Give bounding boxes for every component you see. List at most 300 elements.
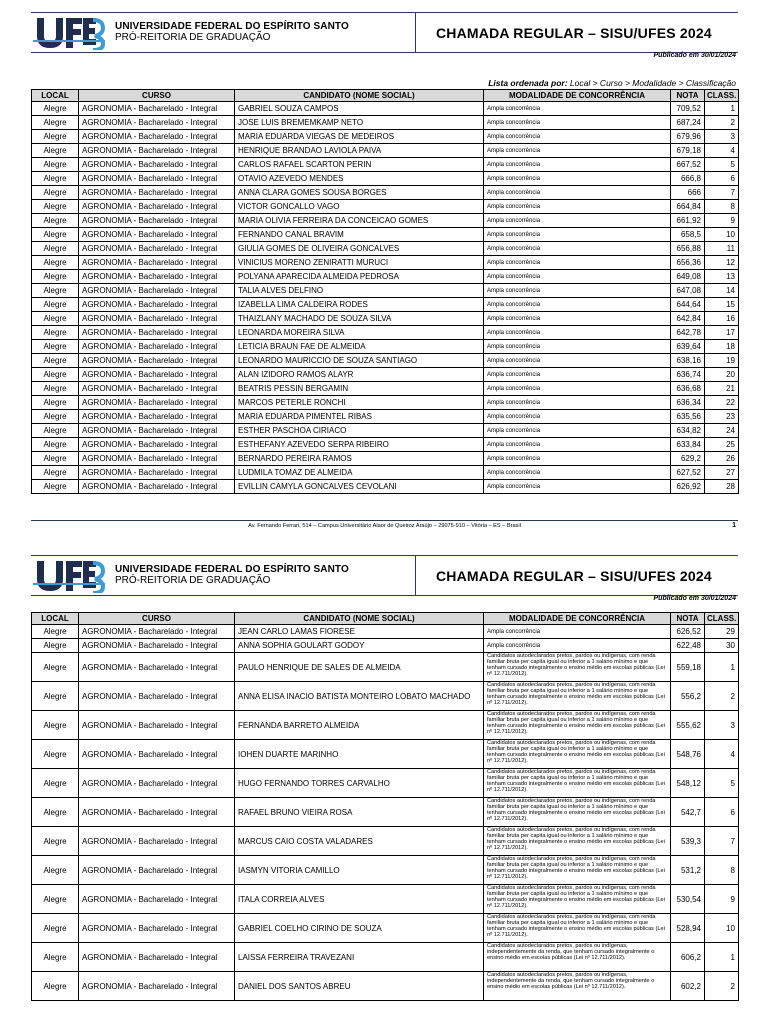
table-row: [32, 340, 739, 354]
cell-local: Alegre: [32, 480, 79, 494]
cell-candidato: VINICIUS MORENO ZENIRATTI MURUCI: [235, 256, 484, 270]
cell-classe: 24: [705, 424, 739, 438]
table-row: [32, 769, 739, 798]
cell-curso: AGRONOMIA - Bacharelado - Integral: [79, 186, 235, 200]
cell-curso: AGRONOMIA - Bacharelado - Integral: [79, 340, 235, 354]
cell-local: Alegre: [32, 438, 79, 452]
cell-candidato: MARCOS PETERLE RONCHI: [235, 396, 484, 410]
cell-classe: 5: [705, 158, 739, 172]
cell-nota: 679,96: [671, 130, 705, 144]
page-header-2: [31, 555, 738, 595]
col-modalidade: MODALIDADE DE CONCORRÊNCIA: [484, 613, 671, 625]
cell-local: Alegre: [32, 885, 79, 914]
cell-nota: 555,62: [671, 711, 705, 740]
cell-local: Alegre: [32, 856, 79, 885]
cell-modalidade: Candidatos autodeclarados pretos, pardos ou indígenas, com renda familiar bruta per capita igual ou inferior a 1 salário mínimo e que tenham cursado integralmente o ensino médio em escolas públicas (Lei nº 12.711/2012).: [484, 798, 671, 827]
cell-curso: AGRONOMIA - Bacharelado - Integral: [79, 480, 235, 494]
ufes-logo: [33, 14, 105, 50]
cell-curso: AGRONOMIA - Bacharelado - Integral: [79, 769, 235, 798]
table-row: [32, 396, 739, 410]
cell-modalidade: Ampla concorrência: [484, 284, 671, 298]
cell-modalidade: Ampla concorrência: [484, 270, 671, 284]
cell-local: Alegre: [32, 424, 79, 438]
cell-classe: 16: [705, 312, 739, 326]
cell-candidato: MARCUS CAIO COSTA VALADARES: [235, 827, 484, 856]
cell-classe: 10: [705, 914, 739, 943]
cell-curso: AGRONOMIA - Bacharelado - Integral: [79, 943, 235, 972]
cell-classe: 5: [705, 769, 739, 798]
table-row: [32, 270, 739, 284]
cell-curso: AGRONOMIA - Bacharelado - Integral: [79, 158, 235, 172]
cell-classe: 19: [705, 354, 739, 368]
cell-local: Alegre: [32, 354, 79, 368]
cell-candidato: ANNA ELISA INACIO BATISTA MONTEIRO LOBATO MACHADO: [235, 682, 484, 711]
cell-classe: 17: [705, 326, 739, 340]
cell-candidato: BEATRIS PESSIN BERGAMIN: [235, 382, 484, 396]
table-row: [32, 382, 739, 396]
col-candidato: CANDIDATO (NOME SOCIAL): [235, 90, 484, 102]
table-header-row: [32, 90, 739, 102]
cell-curso: AGRONOMIA - Bacharelado - Integral: [79, 242, 235, 256]
cell-nota: 644,64: [671, 298, 705, 312]
cell-curso: AGRONOMIA - Bacharelado - Integral: [79, 228, 235, 242]
table-row: [32, 438, 739, 452]
cell-classe: 2: [705, 972, 739, 1001]
col-candidato: CANDIDATO (NOME SOCIAL): [235, 613, 484, 625]
cell-classe: 6: [705, 172, 739, 186]
cell-curso: AGRONOMIA - Bacharelado - Integral: [79, 144, 235, 158]
document-title: CHAMADA REGULAR – SISU/UFES 2024: [436, 568, 712, 584]
cell-modalidade: Ampla concorrência: [484, 639, 671, 653]
cell-local: Alegre: [32, 653, 79, 682]
cell-modalidade: Ampla concorrência: [484, 214, 671, 228]
sort-value: Local > Curso > Modalidade > Classificação: [569, 78, 736, 88]
cell-local: Alegre: [32, 102, 79, 116]
cell-modalidade: Ampla concorrência: [484, 480, 671, 494]
table-row: [32, 625, 739, 639]
cell-nota: 556,2: [671, 682, 705, 711]
cell-nota: 666: [671, 186, 705, 200]
table-row: [32, 214, 739, 228]
cell-local: Alegre: [32, 368, 79, 382]
cell-nota: 606,2: [671, 943, 705, 972]
cell-nota: 649,08: [671, 270, 705, 284]
cell-curso: AGRONOMIA - Bacharelado - Integral: [79, 682, 235, 711]
cell-modalidade: Candidatos autodeclarados pretos, pardos ou indígenas, com renda familiar bruta per capita igual ou inferior a 1 salário mínimo e que tenham cursado integralmente o ensino médio em escolas públicas (Lei nº 12.711/2012).: [484, 914, 671, 943]
cell-modalidade: Ampla concorrência: [484, 382, 671, 396]
cell-classe: 27: [705, 466, 739, 480]
table-row: [32, 856, 739, 885]
table-row: [32, 639, 739, 653]
cell-local: Alegre: [32, 256, 79, 270]
cell-nota: 530,54: [671, 885, 705, 914]
table-row: [32, 200, 739, 214]
cell-local: Alegre: [32, 242, 79, 256]
cell-classe: 1: [705, 102, 739, 116]
cell-curso: AGRONOMIA - Bacharelado - Integral: [79, 856, 235, 885]
table-row: [32, 298, 739, 312]
cell-modalidade: Ampla concorrência: [484, 228, 671, 242]
table-row: [32, 914, 739, 943]
cell-local: Alegre: [32, 625, 79, 639]
cell-candidato: FERNANDA BARRETO ALMEIDA: [235, 711, 484, 740]
cell-modalidade: Candidatos autodeclarados pretos, pardos ou indígenas, com renda familiar bruta per capita igual ou inferior a 1 salário mínimo e que tenham cursado integralmente o ensino médio em escolas públicas (Lei nº 12.711/2012).: [484, 711, 671, 740]
cell-nota: 666,8: [671, 172, 705, 186]
col-local: LOCAL: [32, 613, 79, 625]
cell-classe: 1: [705, 943, 739, 972]
col-curso: CURSO: [79, 613, 235, 625]
cell-candidato: MARIA EDUARDA VIEGAS DE MEDEIROS: [235, 130, 484, 144]
cell-curso: AGRONOMIA - Bacharelado - Integral: [79, 798, 235, 827]
cell-local: Alegre: [32, 410, 79, 424]
table-row: [32, 186, 739, 200]
header-top-rule: [31, 12, 738, 13]
cell-curso: AGRONOMIA - Bacharelado - Integral: [79, 653, 235, 682]
cell-nota: 633,84: [671, 438, 705, 452]
cell-modalidade: Ampla concorrência: [484, 368, 671, 382]
page-number: 1: [732, 522, 736, 529]
cell-modalidade: Candidatos autodeclarados pretos, pardos ou indígenas, independentemente da renda, que tenham cursado integralmente o ensino médio em escolas públicas (Lei nº 12.711/2012).: [484, 943, 671, 972]
cell-modalidade: Ampla concorrência: [484, 200, 671, 214]
table-row: [32, 228, 739, 242]
cell-local: Alegre: [32, 396, 79, 410]
cell-classe: 13: [705, 270, 739, 284]
col-nota: NOTA: [671, 90, 705, 102]
cell-curso: AGRONOMIA - Bacharelado - Integral: [79, 410, 235, 424]
cell-local: Alegre: [32, 214, 79, 228]
cell-curso: AGRONOMIA - Bacharelado - Integral: [79, 214, 235, 228]
cell-classe: 22: [705, 396, 739, 410]
cell-curso: AGRONOMIA - Bacharelado - Integral: [79, 711, 235, 740]
cell-nota: 548,12: [671, 769, 705, 798]
cell-candidato: HENRIQUE BRANDAO LAVIOLA PAIVA: [235, 144, 484, 158]
cell-nota: 661,92: [671, 214, 705, 228]
cell-modalidade: Ampla concorrência: [484, 340, 671, 354]
cell-candidato: LEONARDO MAURICCIO DE SOUZA SANTIAGO: [235, 354, 484, 368]
cell-modalidade: Ampla concorrência: [484, 625, 671, 639]
document-title: CHAMADA REGULAR – SISU/UFES 2024: [436, 25, 712, 41]
table-row: [32, 682, 739, 711]
cell-local: Alegre: [32, 144, 79, 158]
cell-candidato: LAISSA FERREIRA TRAVEZANI: [235, 943, 484, 972]
cell-candidato: JEAN CARLO LAMAS FIORESE: [235, 625, 484, 639]
table-row: [32, 130, 739, 144]
cell-classe: 26: [705, 452, 739, 466]
cell-candidato: GIULIA GOMES DE OLIVEIRA GONCALVES: [235, 242, 484, 256]
cell-classe: 8: [705, 856, 739, 885]
cell-local: Alegre: [32, 270, 79, 284]
col-classe: CLASS.: [705, 90, 739, 102]
footer-rule: [31, 520, 738, 521]
table-row: [32, 480, 739, 494]
cell-classe: 3: [705, 711, 739, 740]
cell-local: Alegre: [32, 186, 79, 200]
col-modalidade: MODALIDADE DE CONCORRÊNCIA: [484, 90, 671, 102]
cell-curso: AGRONOMIA - Bacharelado - Integral: [79, 827, 235, 856]
cell-nota: 531,2: [671, 856, 705, 885]
table-row: [32, 256, 739, 270]
cell-modalidade: Ampla concorrência: [484, 438, 671, 452]
cell-candidato: RAFAEL BRUNO VIEIRA ROSA: [235, 798, 484, 827]
cell-classe: 9: [705, 885, 739, 914]
cell-classe: 21: [705, 382, 739, 396]
table-row: [32, 466, 739, 480]
cell-modalidade: Candidatos autodeclarados pretos, pardos ou indígenas, com renda familiar bruta per capita igual ou inferior a 1 salário mínimo e que tenham cursado integralmente o ensino médio em escolas públicas (Lei nº 12.711/2012).: [484, 653, 671, 682]
cell-modalidade: Candidatos autodeclarados pretos, pardos ou indígenas, com renda familiar bruta per capita igual ou inferior a 1 salário mínimo e que tenham cursado integralmente o ensino médio em escolas públicas (Lei nº 12.711/2012).: [484, 740, 671, 769]
cell-modalidade: Ampla concorrência: [484, 130, 671, 144]
cell-classe: 7: [705, 186, 739, 200]
cell-nota: 528,94: [671, 914, 705, 943]
cell-modalidade: Candidatos autodeclarados pretos, pardos ou indígenas, com renda familiar bruta per capita igual ou inferior a 1 salário mínimo e que tenham cursado integralmente o ensino médio em escolas públicas (Lei nº 12.711/2012).: [484, 769, 671, 798]
cell-nota: 559,18: [671, 653, 705, 682]
table-row: [32, 943, 739, 972]
cell-local: Alegre: [32, 769, 79, 798]
published-date: Publicado em 30/01/2024: [653, 595, 736, 602]
cell-local: Alegre: [32, 340, 79, 354]
sort-label: Lista ordenada por:: [488, 78, 568, 88]
cell-local: Alegre: [32, 452, 79, 466]
table-row: [32, 326, 739, 340]
cell-classe: 25: [705, 438, 739, 452]
cell-candidato: VICTOR GONCALLO VAGO: [235, 200, 484, 214]
table-row: [32, 452, 739, 466]
cell-candidato: IASMYN VITORIA CAMILLO: [235, 856, 484, 885]
cell-classe: 14: [705, 284, 739, 298]
col-curso: CURSO: [79, 90, 235, 102]
cell-nota: 658,5: [671, 228, 705, 242]
cell-classe: 20: [705, 368, 739, 382]
cell-modalidade: Ampla concorrência: [484, 312, 671, 326]
cell-candidato: ITALA CORREIA ALVES: [235, 885, 484, 914]
header-divider: [415, 555, 416, 595]
cell-candidato: MARIA OLIVIA FERREIRA DA CONCEICAO GOMES: [235, 214, 484, 228]
university-name: UNIVERSIDADE FEDERAL DO ESPÍRITO SANTO: [115, 564, 349, 575]
cell-modalidade: Candidatos autodeclarados pretos, pardos ou indígenas, com renda familiar bruta per capita igual ou inferior a 1 salário mínimo e que tenham cursado integralmente o ensino médio em escolas públicas (Lei nº 12.711/2012).: [484, 885, 671, 914]
cell-modalidade: Ampla concorrência: [484, 172, 671, 186]
cell-classe: 23: [705, 410, 739, 424]
cell-nota: 542,7: [671, 798, 705, 827]
cell-nota: 687,24: [671, 116, 705, 130]
table-row: [32, 102, 739, 116]
cell-candidato: OTAVIO AZEVEDO MENDES: [235, 172, 484, 186]
cell-curso: AGRONOMIA - Bacharelado - Integral: [79, 452, 235, 466]
cell-nota: 656,36: [671, 256, 705, 270]
table-row: [32, 172, 739, 186]
cell-modalidade: Ampla concorrência: [484, 256, 671, 270]
cell-candidato: IOHEN DUARTE MARINHO: [235, 740, 484, 769]
cell-local: Alegre: [32, 312, 79, 326]
cell-modalidade: Candidatos autodeclarados pretos, pardos ou indígenas, com renda familiar bruta per capita igual ou inferior a 1 salário mínimo e que tenham cursado integralmente o ensino médio em escolas públicas (Lei nº 12.711/2012).: [484, 827, 671, 856]
cell-local: Alegre: [32, 466, 79, 480]
cell-modalidade: Ampla concorrência: [484, 396, 671, 410]
cell-candidato: ESTHER PASCHOA CIRIACO: [235, 424, 484, 438]
header-bottom-rule: [31, 52, 738, 53]
cell-classe: 28: [705, 480, 739, 494]
cell-curso: AGRONOMIA - Bacharelado - Integral: [79, 382, 235, 396]
cell-modalidade: Ampla concorrência: [484, 354, 671, 368]
cell-local: Alegre: [32, 172, 79, 186]
cell-curso: AGRONOMIA - Bacharelado - Integral: [79, 298, 235, 312]
cell-candidato: EVILLIN CAMYLA GONCALVES CEVOLANI: [235, 480, 484, 494]
cell-modalidade: Ampla concorrência: [484, 452, 671, 466]
cell-nota: 626,92: [671, 480, 705, 494]
page-header: [31, 12, 738, 52]
cell-modalidade: Ampla concorrência: [484, 326, 671, 340]
published-date: Publicado em 30/01/2024: [653, 52, 736, 59]
cell-curso: AGRONOMIA - Bacharelado - Integral: [79, 326, 235, 340]
division-name: PRÓ-REITORIA DE GRADUAÇÃO: [115, 575, 271, 586]
cell-local: Alegre: [32, 682, 79, 711]
cell-modalidade: Ampla concorrência: [484, 102, 671, 116]
cell-curso: AGRONOMIA - Bacharelado - Integral: [79, 466, 235, 480]
cell-curso: AGRONOMIA - Bacharelado - Integral: [79, 438, 235, 452]
cell-local: Alegre: [32, 382, 79, 396]
cell-candidato: DANIEL DOS SANTOS ABREU: [235, 972, 484, 1001]
cell-candidato: TALIA ALVES DELFINO: [235, 284, 484, 298]
cell-local: Alegre: [32, 130, 79, 144]
col-local: LOCAL: [32, 90, 79, 102]
cell-local: Alegre: [32, 158, 79, 172]
cell-nota: 626,52: [671, 625, 705, 639]
cell-curso: AGRONOMIA - Bacharelado - Integral: [79, 172, 235, 186]
cell-candidato: LUDMILA TOMAZ DE ALMEIDA: [235, 466, 484, 480]
cell-candidato: BERNARDO PEREIRA RAMOS: [235, 452, 484, 466]
cell-curso: AGRONOMIA - Bacharelado - Integral: [79, 256, 235, 270]
cell-curso: AGRONOMIA - Bacharelado - Integral: [79, 625, 235, 639]
cell-nota: 647,08: [671, 284, 705, 298]
cell-nota: 679,18: [671, 144, 705, 158]
cell-nota: 638,16: [671, 354, 705, 368]
cell-nota: 642,78: [671, 326, 705, 340]
cell-modalidade: Ampla concorrência: [484, 410, 671, 424]
cell-candidato: GABRIEL COELHO CIRINO DE SOUZA: [235, 914, 484, 943]
cell-candidato: FERNANDO CANAL BRAVIM: [235, 228, 484, 242]
col-nota: NOTA: [671, 613, 705, 625]
cell-candidato: ANNA SOPHIA GOULART GODOY: [235, 639, 484, 653]
cell-candidato: PAULO HENRIQUE DE SALES DE ALMEIDA: [235, 653, 484, 682]
cell-nota: 642,84: [671, 312, 705, 326]
cell-classe: 9: [705, 214, 739, 228]
cell-classe: 12: [705, 256, 739, 270]
sort-order: [488, 78, 736, 88]
cell-candidato: ESTHEFANY AZEVEDO SERPA RIBEIRO: [235, 438, 484, 452]
cell-classe: 4: [705, 740, 739, 769]
cell-curso: AGRONOMIA - Bacharelado - Integral: [79, 200, 235, 214]
cell-local: Alegre: [32, 972, 79, 1001]
cell-nota: 636,34: [671, 396, 705, 410]
cell-classe: 30: [705, 639, 739, 653]
cell-nota: 636,68: [671, 382, 705, 396]
cell-local: Alegre: [32, 740, 79, 769]
cell-nota: 667,52: [671, 158, 705, 172]
cell-modalidade: Ampla concorrência: [484, 298, 671, 312]
cell-curso: AGRONOMIA - Bacharelado - Integral: [79, 885, 235, 914]
cell-candidato: POLYANA APARECIDA ALMEIDA PEDROSA: [235, 270, 484, 284]
cell-curso: AGRONOMIA - Bacharelado - Integral: [79, 284, 235, 298]
cell-nota: 602,2: [671, 972, 705, 1001]
cell-candidato: GABRIEL SOUZA CAMPOS: [235, 102, 484, 116]
cell-classe: 1: [705, 653, 739, 682]
table-row: [32, 972, 739, 1001]
cell-curso: AGRONOMIA - Bacharelado - Integral: [79, 102, 235, 116]
cell-candidato: LEONARDA MOREIRA SILVA: [235, 326, 484, 340]
cell-classe: 10: [705, 228, 739, 242]
table-row: [32, 312, 739, 326]
table-row: [32, 653, 739, 682]
cell-curso: AGRONOMIA - Bacharelado - Integral: [79, 312, 235, 326]
cell-curso: AGRONOMIA - Bacharelado - Integral: [79, 270, 235, 284]
university-name: UNIVERSIDADE FEDERAL DO ESPÍRITO SANTO: [115, 21, 349, 32]
header-bottom-rule: [31, 595, 738, 596]
header-divider: [415, 12, 416, 52]
cell-classe: 15: [705, 298, 739, 312]
cell-candidato: ALAN IZIDORO RAMOS ALAYR: [235, 368, 484, 382]
division-name: PRÓ-REITORIA DE GRADUAÇÃO: [115, 32, 271, 43]
cell-local: Alegre: [32, 914, 79, 943]
cell-curso: AGRONOMIA - Bacharelado - Integral: [79, 354, 235, 368]
cell-modalidade: Candidatos autodeclarados pretos, pardos ou indígenas, independentemente da renda, que tenham cursado integralmente o ensino médio em escolas públicas (Lei nº 12.711/2012).: [484, 972, 671, 1001]
cell-classe: 8: [705, 200, 739, 214]
cell-modalidade: Ampla concorrência: [484, 158, 671, 172]
cell-local: Alegre: [32, 798, 79, 827]
table-row: [32, 827, 739, 856]
cell-modalidade: Ampla concorrência: [484, 116, 671, 130]
cell-candidato: IZABELLA LIMA CALDEIRA RODES: [235, 298, 484, 312]
cell-modalidade: Candidatos autodeclarados pretos, pardos ou indígenas, com renda familiar bruta per capita igual ou inferior a 1 salário mínimo e que tenham cursado integralmente o ensino médio em escolas públicas (Lei nº 12.711/2012).: [484, 856, 671, 885]
cell-local: Alegre: [32, 228, 79, 242]
table-row: [32, 242, 739, 256]
table-row: [32, 144, 739, 158]
cell-local: Alegre: [32, 298, 79, 312]
cell-local: Alegre: [32, 116, 79, 130]
table-row: [32, 116, 739, 130]
cell-candidato: HUGO FERNANDO TORRES CARVALHO: [235, 769, 484, 798]
cell-modalidade: Ampla concorrência: [484, 466, 671, 480]
cell-candidato: CARLOS RAFAEL SCARTON PERIN: [235, 158, 484, 172]
ufes-logo: [33, 557, 105, 593]
cell-classe: 11: [705, 242, 739, 256]
cell-curso: AGRONOMIA - Bacharelado - Integral: [79, 116, 235, 130]
cell-curso: AGRONOMIA - Bacharelado - Integral: [79, 914, 235, 943]
cell-nota: 636,74: [671, 368, 705, 382]
cell-curso: AGRONOMIA - Bacharelado - Integral: [79, 740, 235, 769]
cell-local: Alegre: [32, 827, 79, 856]
cell-modalidade: Candidatos autodeclarados pretos, pardos ou indígenas, com renda familiar bruta per capita igual ou inferior a 1 salário mínimo e que tenham cursado integralmente o ensino médio em escolas públicas (Lei nº 12.711/2012).: [484, 682, 671, 711]
cell-nota: 634,82: [671, 424, 705, 438]
cell-candidato: ANNA CLARA GOMES SOUSA BORGES: [235, 186, 484, 200]
cell-modalidade: Ampla concorrência: [484, 186, 671, 200]
cell-local: Alegre: [32, 326, 79, 340]
cell-curso: AGRONOMIA - Bacharelado - Integral: [79, 368, 235, 382]
cell-classe: 18: [705, 340, 739, 354]
cell-classe: 7: [705, 827, 739, 856]
cell-classe: 3: [705, 130, 739, 144]
document-page-2: [0, 535, 768, 1024]
cell-nota: 548,76: [671, 740, 705, 769]
cell-modalidade: Ampla concorrência: [484, 424, 671, 438]
cell-nota: 664,84: [671, 200, 705, 214]
cell-classe: 2: [705, 116, 739, 130]
table-row: [32, 424, 739, 438]
cell-local: Alegre: [32, 200, 79, 214]
cell-curso: AGRONOMIA - Bacharelado - Integral: [79, 639, 235, 653]
cell-curso: AGRONOMIA - Bacharelado - Integral: [79, 424, 235, 438]
table-row: [32, 158, 739, 172]
cell-local: Alegre: [32, 943, 79, 972]
cell-nota: 639,64: [671, 340, 705, 354]
results-table-page-1: [31, 89, 739, 494]
table-row: [32, 354, 739, 368]
